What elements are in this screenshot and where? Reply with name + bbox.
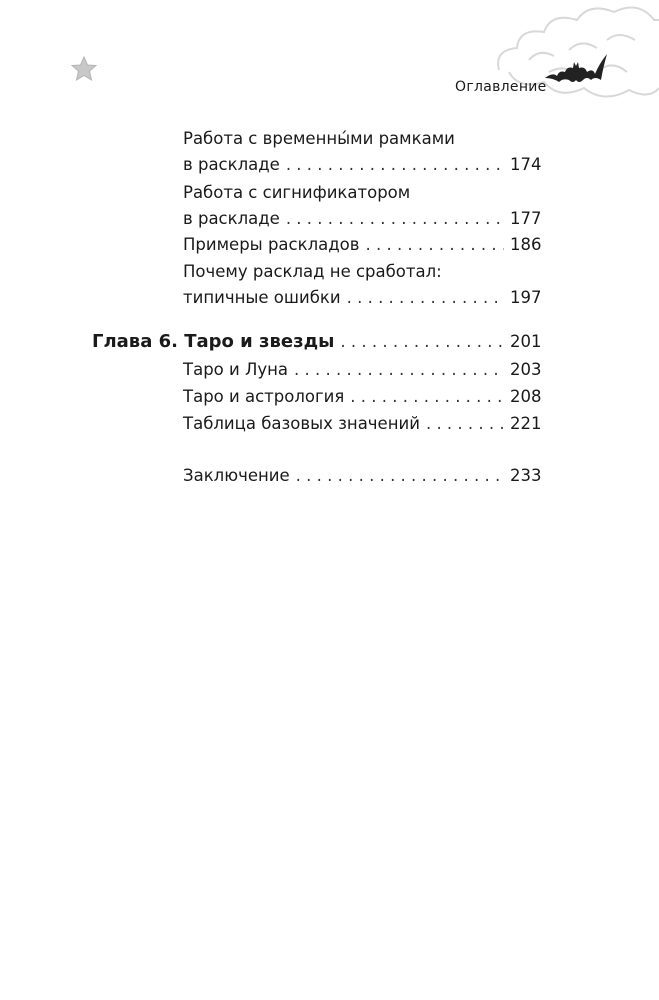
dot-leader [347, 285, 504, 311]
toc-entry-page: 208 [510, 387, 542, 406]
running-head: Оглавление [455, 79, 547, 95]
toc-chapter-title: Глава 6. Таро и звезды [92, 331, 335, 352]
toc-entry[interactable] [183, 206, 540, 232]
dot-leader [350, 384, 504, 410]
toc-chapter[interactable] [92, 329, 540, 355]
toc-entry[interactable] [183, 152, 540, 178]
dot-leader [286, 206, 504, 232]
toc-entry-page: 221 [510, 414, 542, 433]
toc-entry-title: Таро и Луна [183, 360, 289, 379]
toc-chapter-page: 201 [510, 332, 542, 351]
dot-leader [294, 357, 504, 383]
toc-entry-title: Примеры раскладов [183, 235, 360, 254]
toc-conclusion-title: Заключение [183, 466, 290, 485]
dot-leader [340, 329, 504, 355]
toc-entry-line1: Почему расклад не сработал: [183, 262, 442, 281]
toc-entry-page: 177 [510, 209, 542, 228]
toc-entry-page: 186 [510, 235, 542, 254]
toc-entry[interactable] [183, 411, 540, 437]
toc-entry-title: в раскладе [183, 209, 280, 228]
toc-entry[interactable] [183, 232, 540, 258]
toc-entry-page: 174 [510, 155, 542, 174]
bat-icon [543, 50, 609, 92]
toc-conclusion-page: 233 [510, 466, 542, 485]
toc-entry-page: 197 [510, 288, 542, 307]
toc-entry-line1: Работа с временны́ми рамками [183, 129, 455, 148]
dot-leader [426, 411, 504, 437]
dot-leader [365, 232, 504, 258]
dot-leader [296, 463, 504, 489]
toc-entry-page: 203 [510, 360, 542, 379]
dot-leader [286, 152, 504, 178]
toc-conclusion[interactable] [183, 463, 540, 489]
toc-entry-title: Таблица базовых значений [183, 414, 420, 433]
toc-entry-line1: Работа с сигнификатором [183, 183, 411, 202]
toc-entry-title: Таро и астрология [183, 387, 345, 406]
toc-entry-title: типичные ошибки [183, 288, 341, 307]
toc-entry[interactable] [183, 384, 540, 410]
toc-entry[interactable] [183, 285, 540, 311]
toc-entry-title: в раскладе [183, 155, 280, 174]
toc-entry[interactable] [183, 357, 540, 383]
star-icon [70, 55, 98, 83]
